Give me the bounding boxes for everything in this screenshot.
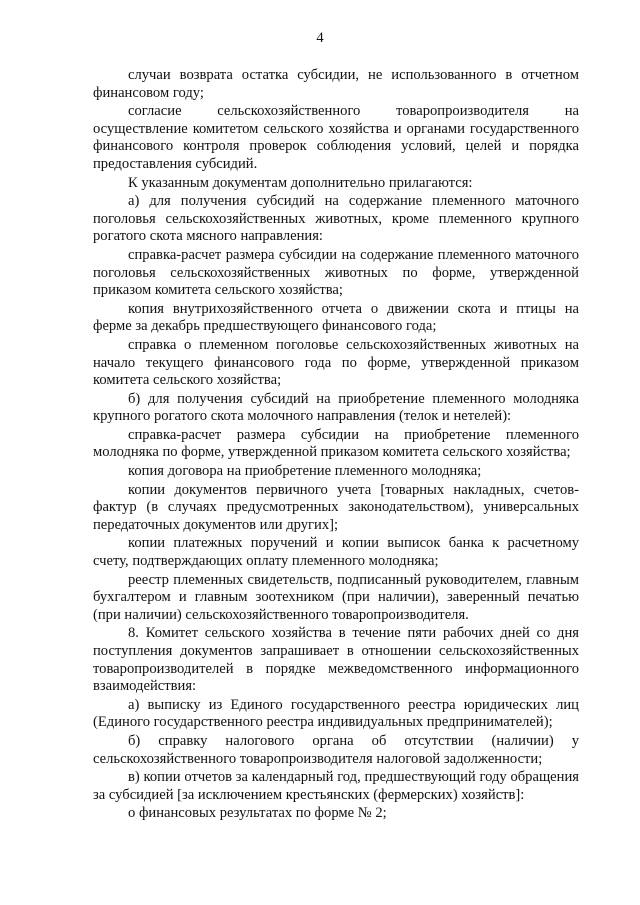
paragraph-breeding-stock-certificate: справка о племенном поголовье сельскохозяйственных животных на начало текущего финансового года по форме, утвержденной приказом комитета сельского хозяйства; xyxy=(93,336,579,389)
paragraph-item-b-tax-certificate: б) справку налогового органа об отсутствии (наличии) у сельскохозяйственного товаропроизводителя налоговой задолженности; xyxy=(93,732,579,767)
paragraph-payment-orders-copies: копии платежных поручений и копии выписок банка к расчетному счету, подтверждающих оплату племенного молодняка; xyxy=(93,535,579,570)
paragraph-primary-accounting-documents: копии документов первичного учета [товарных накладных, счетов-фактур (в случаях предусмотренных законодательством), универсальных передаточных документов или других]; xyxy=(93,481,579,533)
paragraph-additional-documents-intro: К указанным документам дополнительно прилагаются: xyxy=(128,174,473,191)
paragraph-return-of-subsidy-remainder: случаи возврата остатка субсидии, не использованного в отчетном финансовом году; xyxy=(93,67,579,101)
page-number: 4 xyxy=(316,30,324,46)
paragraph-breeding-certificates-register: реестр племенных свидетельств, подписанный руководителем, главным бухгалтером и главным зоотехником (при наличии), заверенный печатью (при наличии) сельскохозяйственного товаропроизводителя. xyxy=(93,571,579,623)
paragraph-section-8-interagency-request: 8. Комитет сельского хозяйства в течение пяти рабочих дней со дня поступления документов запрашивает в отношении сельскохозяйственных товаропроизводителей в порядке межведомственного информационного взаимодействия: xyxy=(93,625,579,695)
paragraph-item-c-report-copies: в) копии отчетов за календарный год, предшествующий году обращения за субсидией [за исключением крестьянских (фермерских) хозяйств]: xyxy=(93,769,579,803)
paragraph-financial-results-form-2: о финансовых результатах по форме № 2; xyxy=(128,805,387,822)
paragraph-purchase-contract-copy: копия договора на приобретение племенного молодняка; xyxy=(128,463,482,480)
document-body xyxy=(93,67,579,824)
paragraph-young-stock-calculation-certificate: справка-расчет размера субсидии на приобретение племенного молодняка по форме, утвержденной приказом комитета сельского хозяйства; xyxy=(93,426,579,461)
paragraph-item-a-breeding-livestock: а) для получения субсидий на содержание племенного маточного поголовья сельскохозяйственных животных, кроме племенного крупного рогатого скота мясного направления: xyxy=(93,193,579,245)
paragraph-livestock-movement-report-copy: копия внутрихозяйственного отчета о движении скота и птицы на ферме за декабрь предшествующего финансового года; xyxy=(93,300,579,335)
paragraph-consent-to-inspections: согласие сельскохозяйственного товаропроизводителя на осуществление комитетом сельского хозяйства и органами государственного финансового контроля проверок соблюдения условий, целей и порядка предоставления субсидий. xyxy=(93,103,579,172)
paragraph-subsidy-calculation-certificate: справка-расчет размера субсидии на содержание племенного маточного поголовья сельскохозяйственных животных по форме, утвержденной приказом комитета сельского хозяйства; xyxy=(93,246,579,299)
paragraph-item-b-young-stock-purchase: б) для получения субсидий на приобретение племенного молодняка крупного рогатого скота молочного направления (телок и нетелей): xyxy=(93,390,579,425)
paragraph-item-a-registry-extract: а) выписку из Единого государственного реестра юридических лиц (Единого государственного реестра индивидуальных предпринимателей); xyxy=(93,696,579,731)
